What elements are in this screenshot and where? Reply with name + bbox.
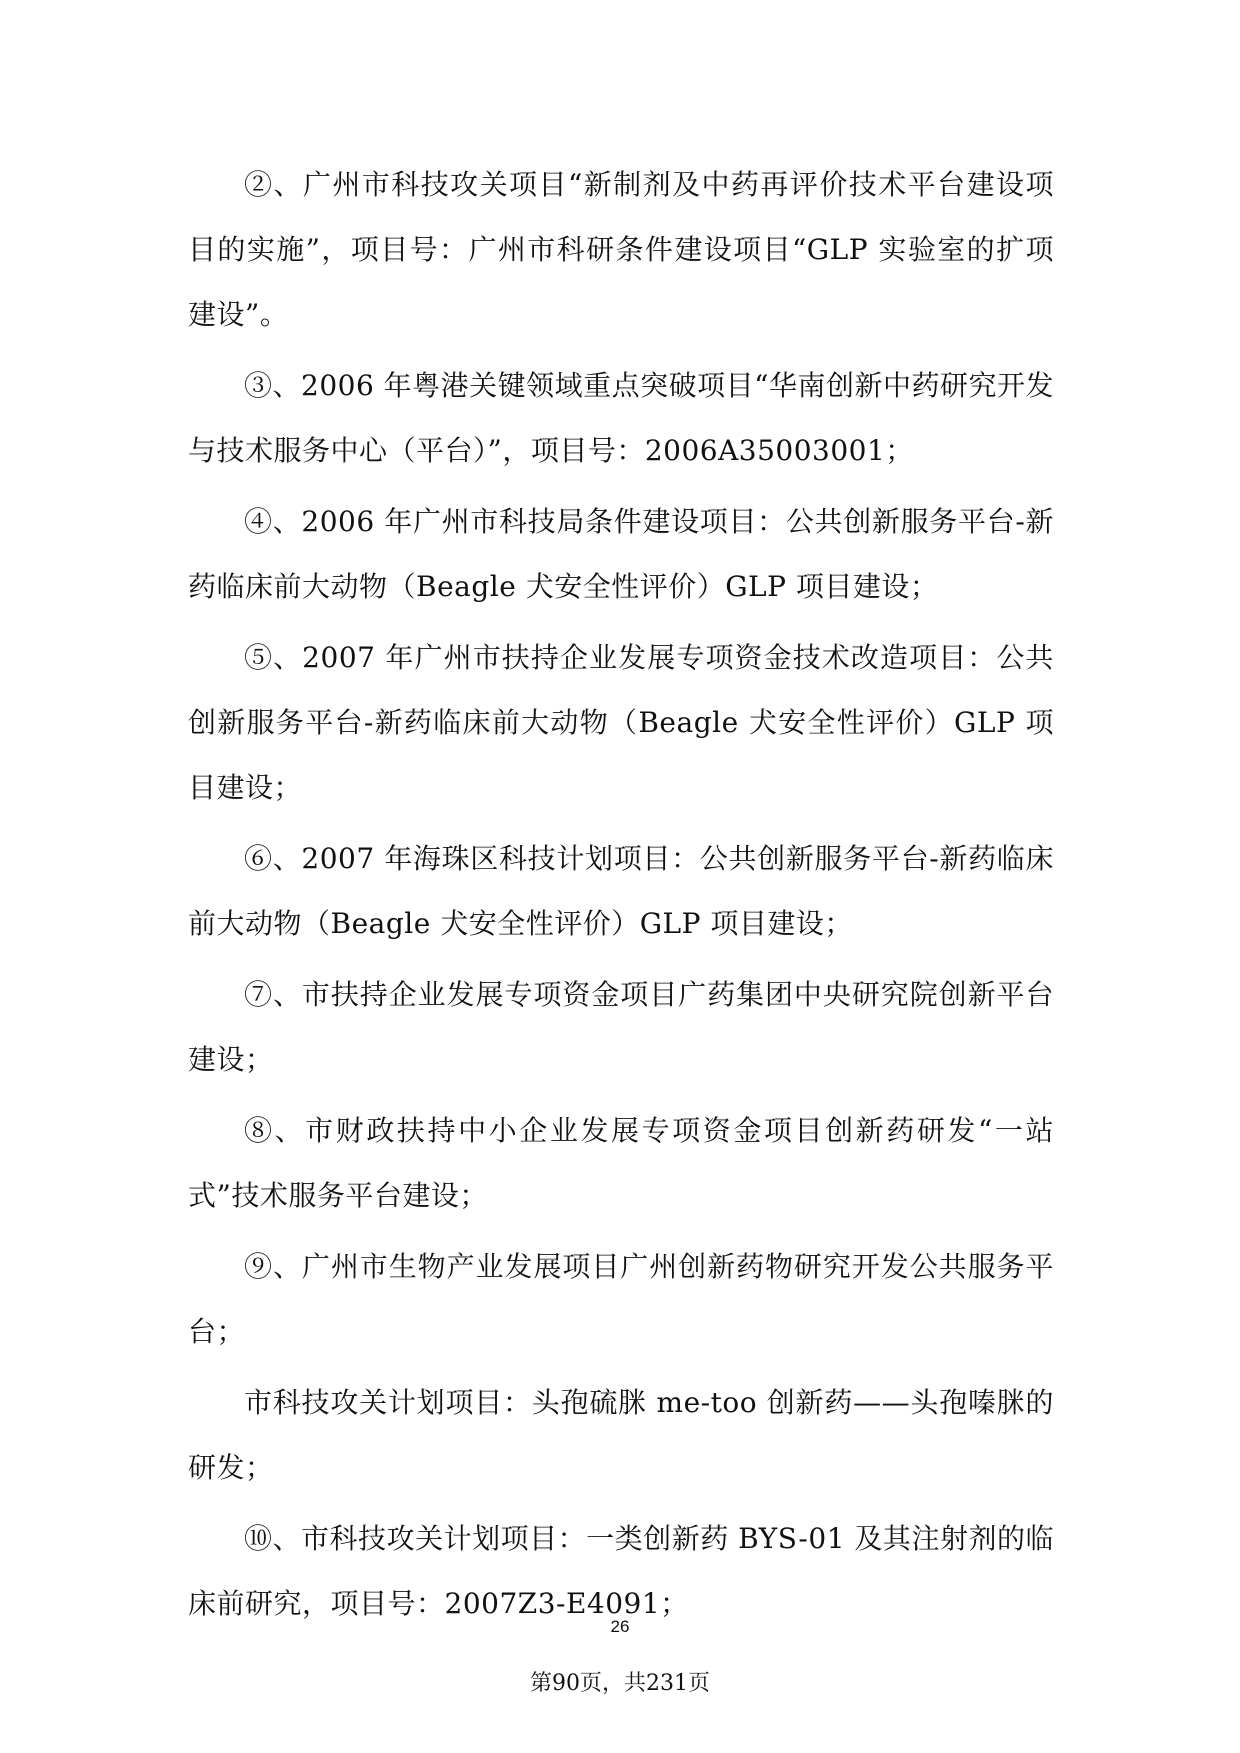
page-footer: 第90页，共231页 bbox=[530, 1671, 710, 1696]
paragraph-item-6: ⑥、2007 年海珠区科技计划项目：公共创新服务平台-新药临床前大动物（Beagle 犬安全性评价）GLP 项目建设； bbox=[188, 842, 1054, 940]
paragraph-item-10: ⑩、市科技攻关计划项目：一类创新药 BYS-01 及其注射剂的临床前研究，项目号：2007Z3-E4091； bbox=[188, 1522, 1054, 1620]
paragraph-item-8: ⑧、市财政扶持中小企业发展专项资金项目创新药研发“一站式”技术服务平台建设； bbox=[188, 1114, 1054, 1212]
paragraph-item-2: ②、广州市科技攻关项目“新制剂及中药再评价技术平台建设项目的实施”，项目号：广州市科研条件建设项目“GLP 实验室的扩项建设”。 bbox=[188, 168, 1054, 331]
document-body bbox=[188, 152, 1054, 1642]
paragraph-item-3: ③、2006 年粤港关键领域重点突破项目“华南创新中药研究开发与技术服务中心（平台）”，项目号：2006A35003001； bbox=[188, 369, 1054, 467]
paragraph-item-5: ⑤、2007 年广州市扶持企业发展专项资金技术改造项目：公共创新服务平台-新药临床前大动物（Beagle 犬安全性评价）GLP 项目建设； bbox=[188, 641, 1054, 804]
paragraph-item-9: ⑨、广州市生物产业发展项目广州创新药物研究开发公共服务平台； bbox=[188, 1250, 1054, 1348]
paragraph-item-7: ⑦、市扶持企业发展专项资金项目广药集团中央研究院创新平台建设； bbox=[188, 978, 1054, 1076]
page-number: 26 bbox=[610, 1617, 630, 1636]
paragraph-item-unnumbered: 市科技攻关计划项目：头孢硫脒 me-too 创新药——头孢嗪脒的研发； bbox=[188, 1386, 1054, 1484]
paragraph-item-4: ④、2006 年广州市科技局条件建设项目：公共创新服务平台-新药临床前大动物（Beagle 犬安全性评价）GLP 项目建设； bbox=[188, 505, 1054, 603]
